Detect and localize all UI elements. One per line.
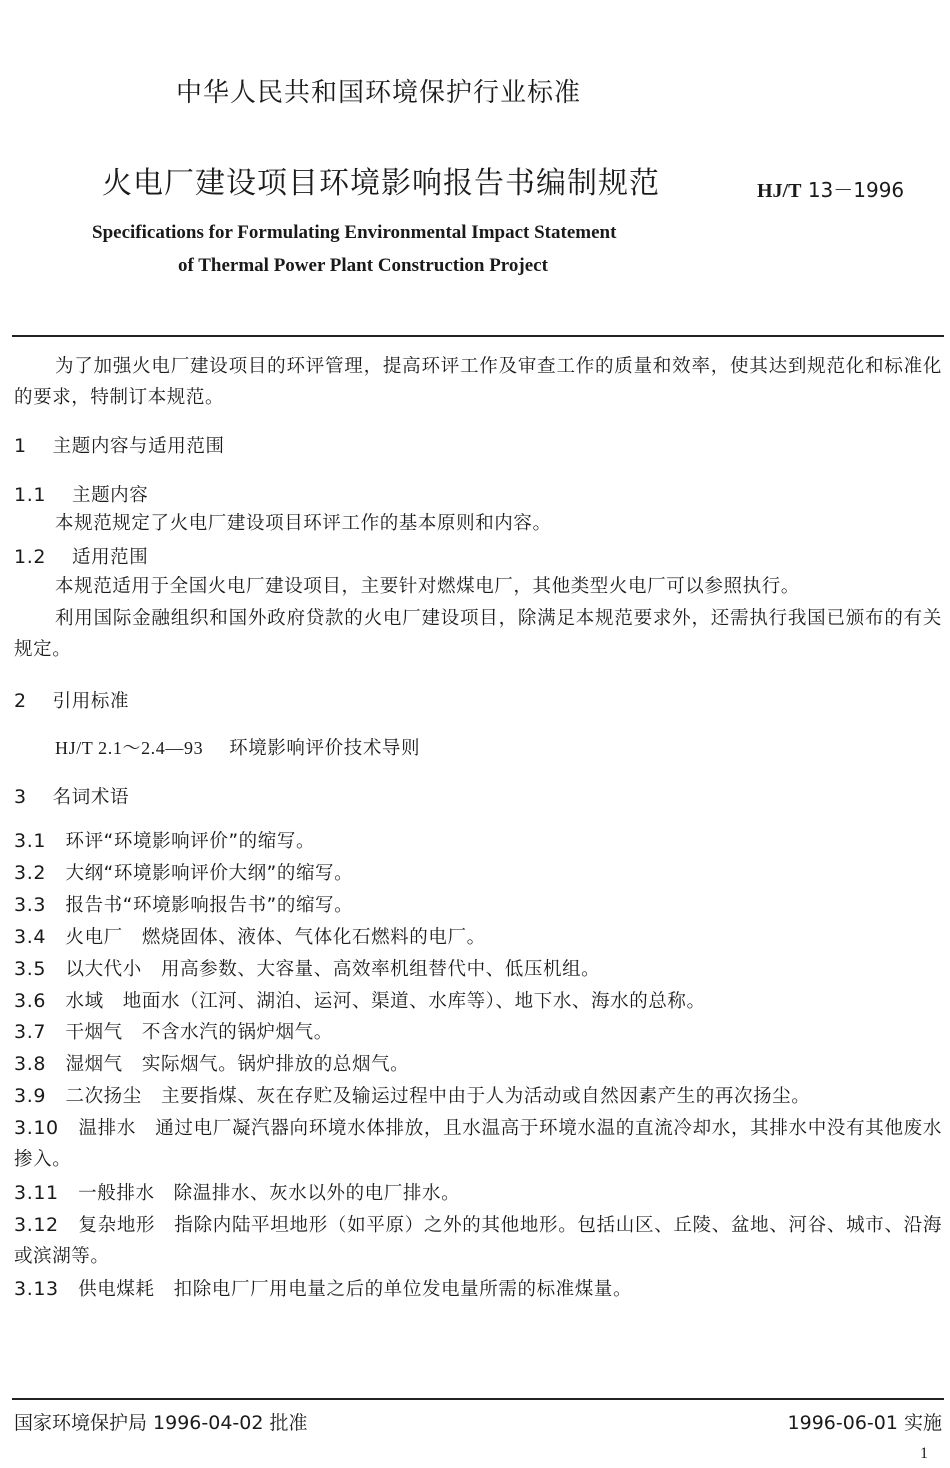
section-number: 2: [14, 690, 27, 712]
term-text: 报告书“环境影响报告书”的缩写。: [65, 895, 354, 916]
reference-standard: [55, 734, 420, 760]
term-3-11: [14, 1178, 942, 1209]
section-2-heading: [14, 687, 129, 713]
term-3-1: [14, 826, 942, 857]
term-number: 3.11: [14, 1182, 59, 1204]
term-number: 3.4: [14, 926, 47, 948]
section-title: 名词术语: [52, 787, 130, 808]
term-3-2: [14, 858, 942, 889]
section-title: 适用范围: [71, 547, 149, 568]
section-title: 引用标准: [52, 691, 130, 712]
term-text: 以大代小 用高参数、大容量、高效率机组替代中、低压机组。: [65, 959, 601, 980]
term-text: 大纲“环境影响评价大纲”的缩写。: [65, 863, 354, 884]
term-text: 一般排水 除温排水、灰水以外的电厂排水。: [78, 1183, 461, 1204]
intro-paragraph: 为了加强火电厂建设项目的环评管理，提高环评工作及审查工作的质量和效率，使其达到规范化和标准化的要求，特制订本规范。: [14, 356, 942, 408]
term-3-6: [14, 986, 942, 1017]
term-3-7: [14, 1017, 942, 1048]
footer-divider: [12, 1398, 944, 1400]
term-3-5: [14, 954, 942, 985]
term-number: 3.12: [14, 1214, 59, 1236]
issuing-body: 中华人民共和国环境保护行业标准: [176, 78, 582, 108]
section-1-heading: [14, 432, 225, 458]
section-1-1-text: 本规范规定了火电厂建设项目环评工作的基本原则和内容。: [55, 513, 552, 534]
term-text: 环评“环境影响评价”的缩写。: [65, 831, 316, 852]
effective-date-line: 1996-06-01 实施: [787, 1412, 942, 1434]
term-text: 水域 地面水（江河、湖泊、运河、渠道、水库等）、地下水、海水的总称。: [65, 991, 706, 1012]
section-1-2-text-2: 利用国际金融组织和国外政府贷款的火电厂建设项目，除满足本规范要求外，还需执行我国已颁布的有关规定。: [14, 608, 942, 660]
document-title: 火电厂建设项目环境影响报告书编制规范: [102, 166, 660, 201]
term-number: 3.9: [14, 1085, 47, 1107]
page-number: 1: [920, 1445, 928, 1462]
term-number: 3.1: [14, 830, 47, 852]
term-text: 温排水 通过电厂凝汽器向环境水体排放，且水温高于环境水温的直流冷却水，其排水中没有其他废水掺入。: [14, 1118, 942, 1170]
term-number: 3.3: [14, 894, 47, 916]
term-number: 3.7: [14, 1021, 47, 1043]
reference-code: HJ/T 2.1～2.4—93: [55, 738, 204, 758]
term-number: 3.10: [14, 1117, 59, 1139]
section-title: 主题内容: [71, 485, 149, 506]
standard-code-number: 13－1996: [807, 178, 905, 202]
term-3-12: [14, 1210, 942, 1272]
english-title-line1: Specifications for Formulating Environmental Impact Statement: [92, 222, 617, 243]
section-1-1-heading: [14, 481, 148, 507]
section-number: 3: [14, 786, 27, 808]
term-text: 火电厂 燃烧固体、液体、气体化石燃料的电厂。: [65, 927, 486, 948]
term-number: 3.5: [14, 958, 47, 980]
section-1-2-text-1: 本规范适用于全国火电厂建设项目，主要针对燃煤电厂，其他类型火电厂可以参照执行。: [55, 576, 800, 597]
term-3-9: [14, 1081, 942, 1112]
term-3-8: [14, 1049, 942, 1080]
term-number: 3.13: [14, 1278, 59, 1300]
section-number: 1.1: [14, 484, 47, 506]
term-number: 3.8: [14, 1053, 47, 1075]
english-title-line2: of Thermal Power Plant Construction Project: [178, 255, 548, 276]
section-number: 1.2: [14, 546, 47, 568]
term-number: 3.2: [14, 862, 47, 884]
section-1-2-heading: [14, 543, 148, 569]
standard-code-prefix: HJ/T: [757, 180, 802, 202]
header-divider: [12, 335, 944, 337]
term-text: 干烟气 不含水汽的锅炉烟气。: [65, 1022, 333, 1043]
term-3-10: [14, 1113, 942, 1175]
term-text: 湿烟气 实际烟气。锅炉排放的总烟气。: [65, 1054, 410, 1075]
term-text: 二次扬尘 主要指煤、灰在存贮及输运过程中由于人为活动或自然因素产生的再次扬尘。: [65, 1086, 811, 1107]
standard-code: [757, 174, 904, 203]
term-3-13: [14, 1274, 942, 1305]
section-title: 主题内容与适用范围: [52, 436, 225, 457]
term-number: 3.6: [14, 990, 47, 1012]
term-3-3: [14, 890, 942, 921]
section-number: 1: [14, 435, 27, 457]
term-text: 复杂地形 指除内陆平坦地形（如平原）之外的其他地形。包括山区、丘陵、盆地、河谷、城市、沿海或滨湖等。: [14, 1215, 942, 1267]
term-3-4: [14, 922, 942, 953]
section-3-heading: [14, 783, 129, 809]
approval-line: 国家环境保护局 1996-04-02 批准: [14, 1412, 308, 1434]
term-text: 供电煤耗 扣除电厂厂用电量之后的单位发电量所需的标准煤量。: [78, 1279, 633, 1300]
reference-title: 环境影响评价技术导则: [229, 738, 421, 759]
